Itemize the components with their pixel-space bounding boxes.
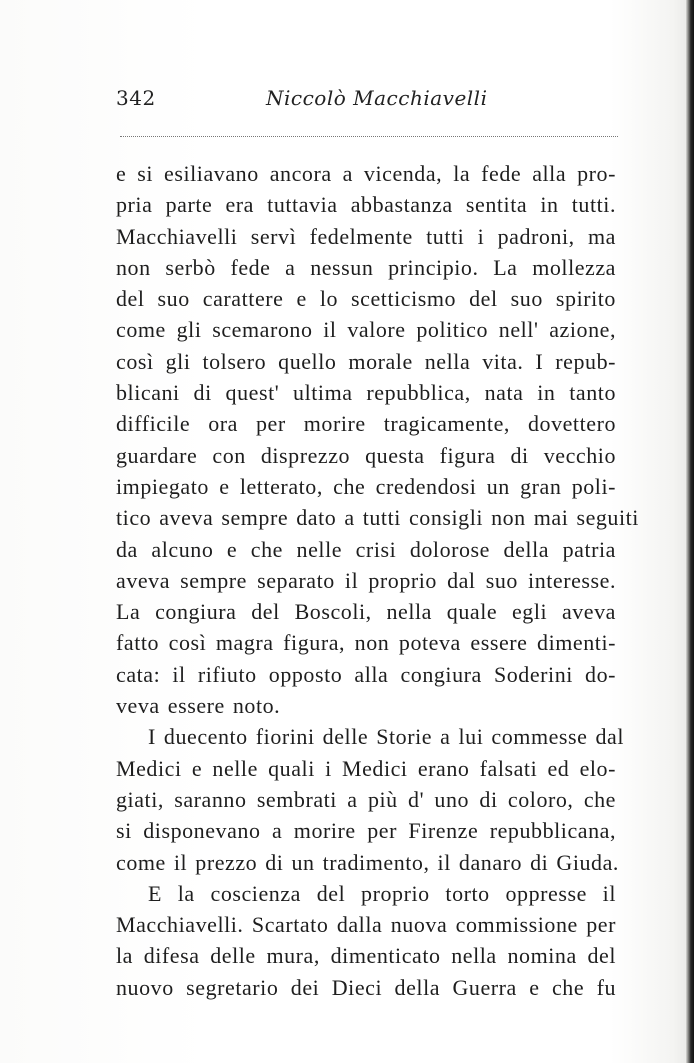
text-line: I duecento fiorini delle Storie a lui commesse dal <box>148 724 625 750</box>
paragraph-3 <box>116 878 616 1003</box>
page-header <box>116 86 618 122</box>
text-line: cata: il rifiuto opposto alla congiura Soderini do- <box>116 661 616 687</box>
body-text <box>116 158 639 1003</box>
text-line: da alcuno e che nelle crisi dolorose della patria <box>116 536 616 562</box>
text-line: La congiura del Boscoli, nella quale egli aveva <box>116 599 616 625</box>
paragraph-2 <box>116 721 625 877</box>
text-line: Macchiavelli. Scartato dalla nuova commissione per <box>116 912 616 938</box>
text-line: come il prezzo di un tradimento, il danaro di Giuda. <box>116 849 619 875</box>
text-line: Medici e nelle quali i Medici erano falsati ed elo- <box>116 755 616 781</box>
paragraph-1 <box>116 158 639 721</box>
text-line: tico aveva sempre dato a tutti consigli non mai seguiti <box>116 505 639 531</box>
header-divider <box>120 136 618 137</box>
page-edge-shadow <box>686 0 694 1063</box>
text-line: E la coscienza del proprio torto oppresse il <box>148 880 616 906</box>
text-line: non serbò fede a nessun principio. La mollezza <box>116 254 616 280</box>
text-line: pria parte era tuttavia abbastanza sentita in tutti. <box>116 192 616 218</box>
page-number: 342 <box>116 86 156 110</box>
text-line: nuovo segretario dei Dieci della Guerra e che fu <box>116 974 616 1000</box>
text-line: e si esiliavano ancora a vicenda, la fede alla pro- <box>116 161 616 186</box>
text-line: guardare con disprezzo questa figura di vecchio <box>116 442 616 468</box>
text-line: impiegato e letterato, che credendosi un gran poli- <box>116 473 616 499</box>
text-line: giati, saranno sembrati a più d' uno di coloro, che <box>116 786 616 812</box>
text-line: come gli scemarono il valore politico nell' azione, <box>116 317 616 343</box>
text-line: fatto così magra figura, non poteva essere dimenti- <box>116 630 616 656</box>
text-line: Macchiavelli servì fedelmente tutti i padroni, ma <box>116 223 616 249</box>
text-line: veva essere noto. <box>116 693 281 719</box>
text-line: difficile ora per morire tragicamente, dovettero <box>116 411 616 437</box>
text-line: la difesa delle mura, dimenticato nella nomina del <box>116 943 616 969</box>
running-title: Niccolò Macchiavelli <box>266 86 488 110</box>
text-line: del suo carattere e lo scetticismo del suo spirito <box>116 286 616 312</box>
text-line: blicani di quest' ultima repubblica, nata in tanto <box>116 380 616 406</box>
text-line: aveva sempre separato il proprio dal suo interesse. <box>116 567 616 593</box>
text-line: così gli tolsero quello morale nella vita. I repub- <box>116 348 616 374</box>
text-line: si disponevano a morire per Firenze repubblicana, <box>116 818 616 844</box>
